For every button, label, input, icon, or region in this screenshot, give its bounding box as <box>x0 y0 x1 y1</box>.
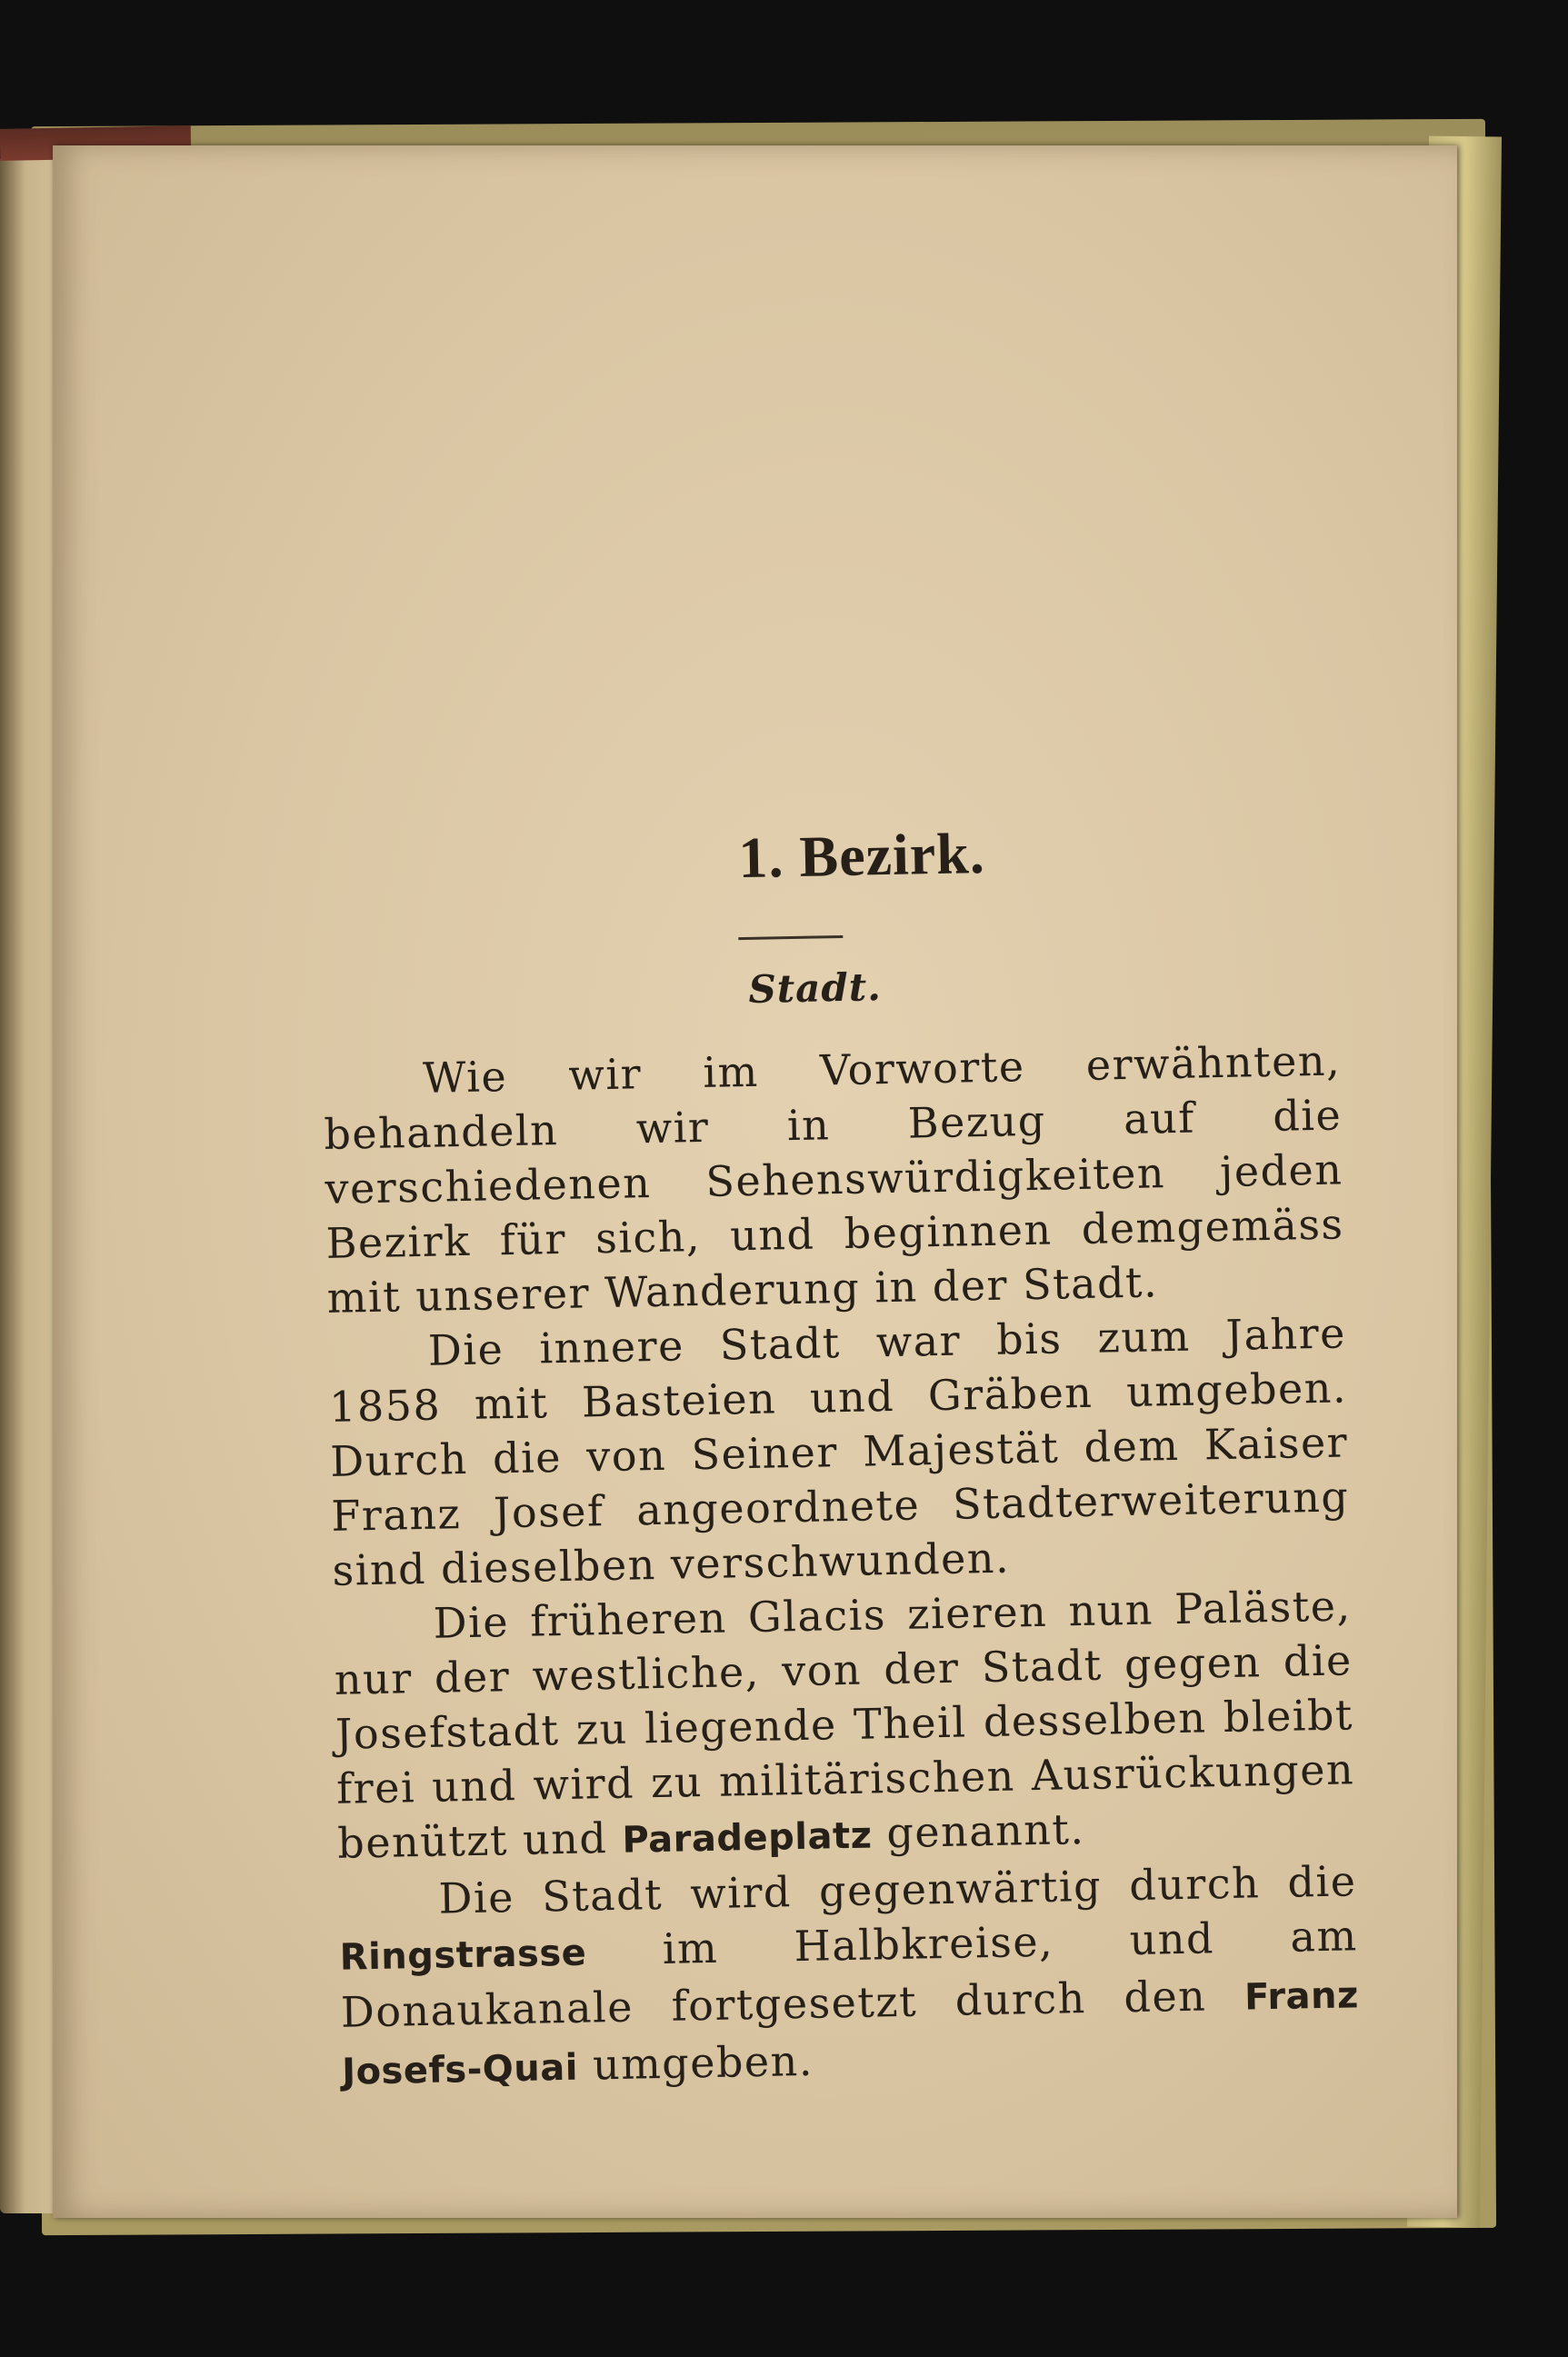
paragraph-4 <box>338 1853 1361 2099</box>
paragraph-4-text: Die Stadt wird gegenwärtig durch die <box>438 1856 1357 1923</box>
page-content <box>318 812 1361 2099</box>
paragraph-3-end: genannt. <box>885 1803 1085 1857</box>
heading-divider <box>738 935 843 940</box>
ringstrasse-term: Ringstrasse <box>339 1932 587 1979</box>
paragraph-3 <box>333 1578 1356 1873</box>
paragraph-4-end: umgeben. <box>592 2035 814 2090</box>
paragraph-1-text: Wie wir im Vorworte erwähnten, behandeln wir in Bezug auf die verschiedenen Sehenswürdigkeiten jeden Bezirk für sich, und beginnen demgemäss mit unserer Wanderung in der Stadt. <box>323 1035 1345 1323</box>
paragraph-3-text: Die früheren Glacis zieren nun Paläste, nur der westliche, von der Stadt gegen die Josefstadt zu liegende Theil desselben bleibt frei und wird zu militärischen Ausrückungen benützt und <box>334 1581 1355 1868</box>
page-heading: 1. Bezirk. <box>737 820 986 891</box>
paragraph-1 <box>323 1033 1346 1324</box>
section-subheading: Stadt. <box>747 964 883 1012</box>
paragraph-2-text: Die innere Stadt war bis zum Jahre 1858 mit Basteien und Gräben umgeben. Durch die von Seiner Majestät dem Kaiser Franz Josef angeordnete Stadterweiterung sind dieselben verschwunden. <box>328 1308 1350 1595</box>
paradeplatz-term: Paradeplatz <box>621 1814 873 1862</box>
paragraph-4-middle: im Halbkreise, und am Donaukanale fortgesetzt durch den <box>340 1911 1359 2037</box>
franz-josefs-quai-term: Franz Josefs-Quai <box>341 1974 1360 2093</box>
paragraph-2 <box>327 1305 1351 1597</box>
